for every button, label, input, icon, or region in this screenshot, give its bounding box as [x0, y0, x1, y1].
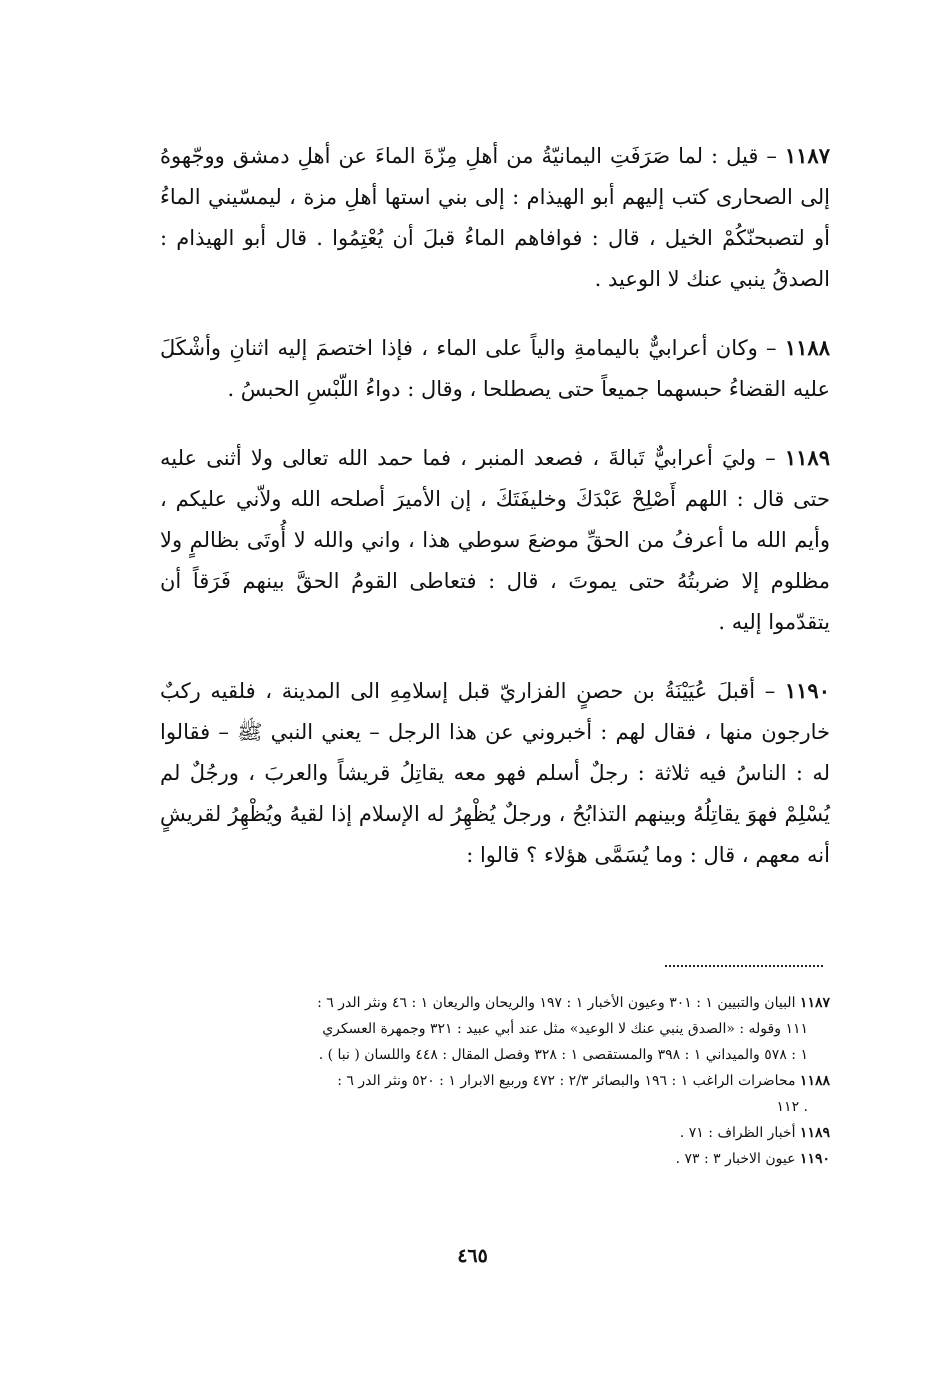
- page-number: ٤٦٥: [457, 1245, 488, 1267]
- footnote-separator: [665, 965, 823, 967]
- entry-text: – قيل : لما صَرَفَتِ اليمانيّةُ من أهلِ مِزّةَ الماءَ عن أهلِ دمشق ووجّهوهُ إلى الصحارى كتب إليهم أبو الهيذام : إلى بني استها أهلِ مزة ، ليمسّيني الماءُ أو لتصبحنّكُمْ الخيل ، قال : فوافاهم الماءُ قبلَ أن يُعْتِمُوا . قال أبو الهيذام : الصدقُ ينبي عنك لا الوعيد .: [160, 144, 830, 291]
- entry-text: – وكان أعرابيٌّ باليمامةِ والياً على الماء ، فإذا اختصمَ إليه اثنانِ وأشْكَلَ عليه القضاءُ حبسهما جميعاً حتى يصطلحا ، وقال : دواءُ اللّبْسِ الحبسُ .: [160, 336, 830, 401]
- footnote-line: . ١١٢: [776, 1099, 808, 1115]
- footnote-line: عيون الاخبار ٣ : ٧٣ .: [675, 1151, 796, 1167]
- footnote-1188: [160, 1068, 830, 1120]
- footnote-line: ١ : ٥٧٨ والميداني ١ : ٣٩٨ والمستقصى ١ : ٣٢٨ وفصل المقال : ٤٤٨ واللسان ( نبا ) .: [318, 1047, 808, 1063]
- footnote-line: محاضرات الراغب ١ : ١٩٦ والبصائر ٢/٣ : ٤٧٢ وربيع الابرار ١ : ٥٢٠ ونثر الدر ٦ :: [337, 1073, 796, 1089]
- footnote-number: ١١٨٩: [799, 1125, 830, 1141]
- entry-number: ١١٨٩: [784, 445, 830, 470]
- footnote-line: أخبار الظراف : ٧١ .: [679, 1125, 796, 1141]
- entry-number: ١١٨٨: [784, 335, 830, 360]
- entry-1187: [160, 135, 830, 300]
- footnote-1187: [160, 990, 830, 1068]
- entry-1188: [160, 327, 830, 410]
- footnote-1189: [160, 1120, 830, 1146]
- footnote-number: ١١٨٧: [799, 995, 830, 1011]
- footnotes: [160, 990, 830, 1172]
- entry-1190: [160, 670, 830, 876]
- footnote-line: البيان والتبيين ١ : ٣٠١ وعيون الأخبار ١ : ١٩٧ والريحان والريعان ١ : ٤٦ ونثر الدر ٦ :: [317, 995, 796, 1011]
- entry-text: – أقبلَ عُيَيْنَةُ بن حصنٍ الفزاريّ قبل إسلامِهِ الى المدينة ، فلقيه ركبٌ خارجون منها ، فقال لهم : أخبروني عن هذا الرجل – يعني النبي ﷺ – فقالوا له : الناسُ فيه ثلاثة : رجلٌ أسلم فهو معه يقاتِلُ قريشاً والعربَ ، ورجُلٌ لم يُسْلِمْ فهوَ يقاتِلُهُ وبينهم التذابُحُ ، ورجلٌ يُظْهِرُ له الإسلام إذا لقيهُ ويُظْهِرُ لقريشٍ أنه معهم ، قال : وما يُسَمَّى هؤلاء ؟ قالوا :: [160, 679, 830, 867]
- entry-number: ١١٩٠: [784, 678, 830, 703]
- entry-1189: [160, 437, 830, 643]
- main-text: [160, 135, 830, 903]
- footnote-1190: [160, 1146, 830, 1172]
- entry-text: – وليَ أعرابيٌّ تَبالةَ ، فصعد المنبر ، فما حمد الله تعالى ولا أثنى عليه حتى قال : اللهم أَصْلِحْ عَبْدَكَ وخليفَتَكَ ، إن الأميرَ أصلحه الله ولاّني عليكم ، وأيم الله ما أعرفُ من الحقِّ موضعَ سوطي هذا ، واني والله لا أُوتَى بظالمٍ ولا مظلوم إلا ضربتُهُ حتى يموتَ ، قال : فتعاطى القومُ الحقَّ بينهم فَرَقاً أن يتقدّموا إليه .: [160, 446, 830, 634]
- footnote-number: ١١٨٨: [799, 1073, 830, 1089]
- footnote-number: ١١٩٠: [799, 1151, 830, 1167]
- footnote-line: ١١١ وقوله : «الصدق ينبي عنك لا الوعيد» مثل عند أبي عبيد : ٣٢١ وجمهرة العسكري: [322, 1021, 808, 1037]
- entry-number: ١١٨٧: [784, 143, 830, 168]
